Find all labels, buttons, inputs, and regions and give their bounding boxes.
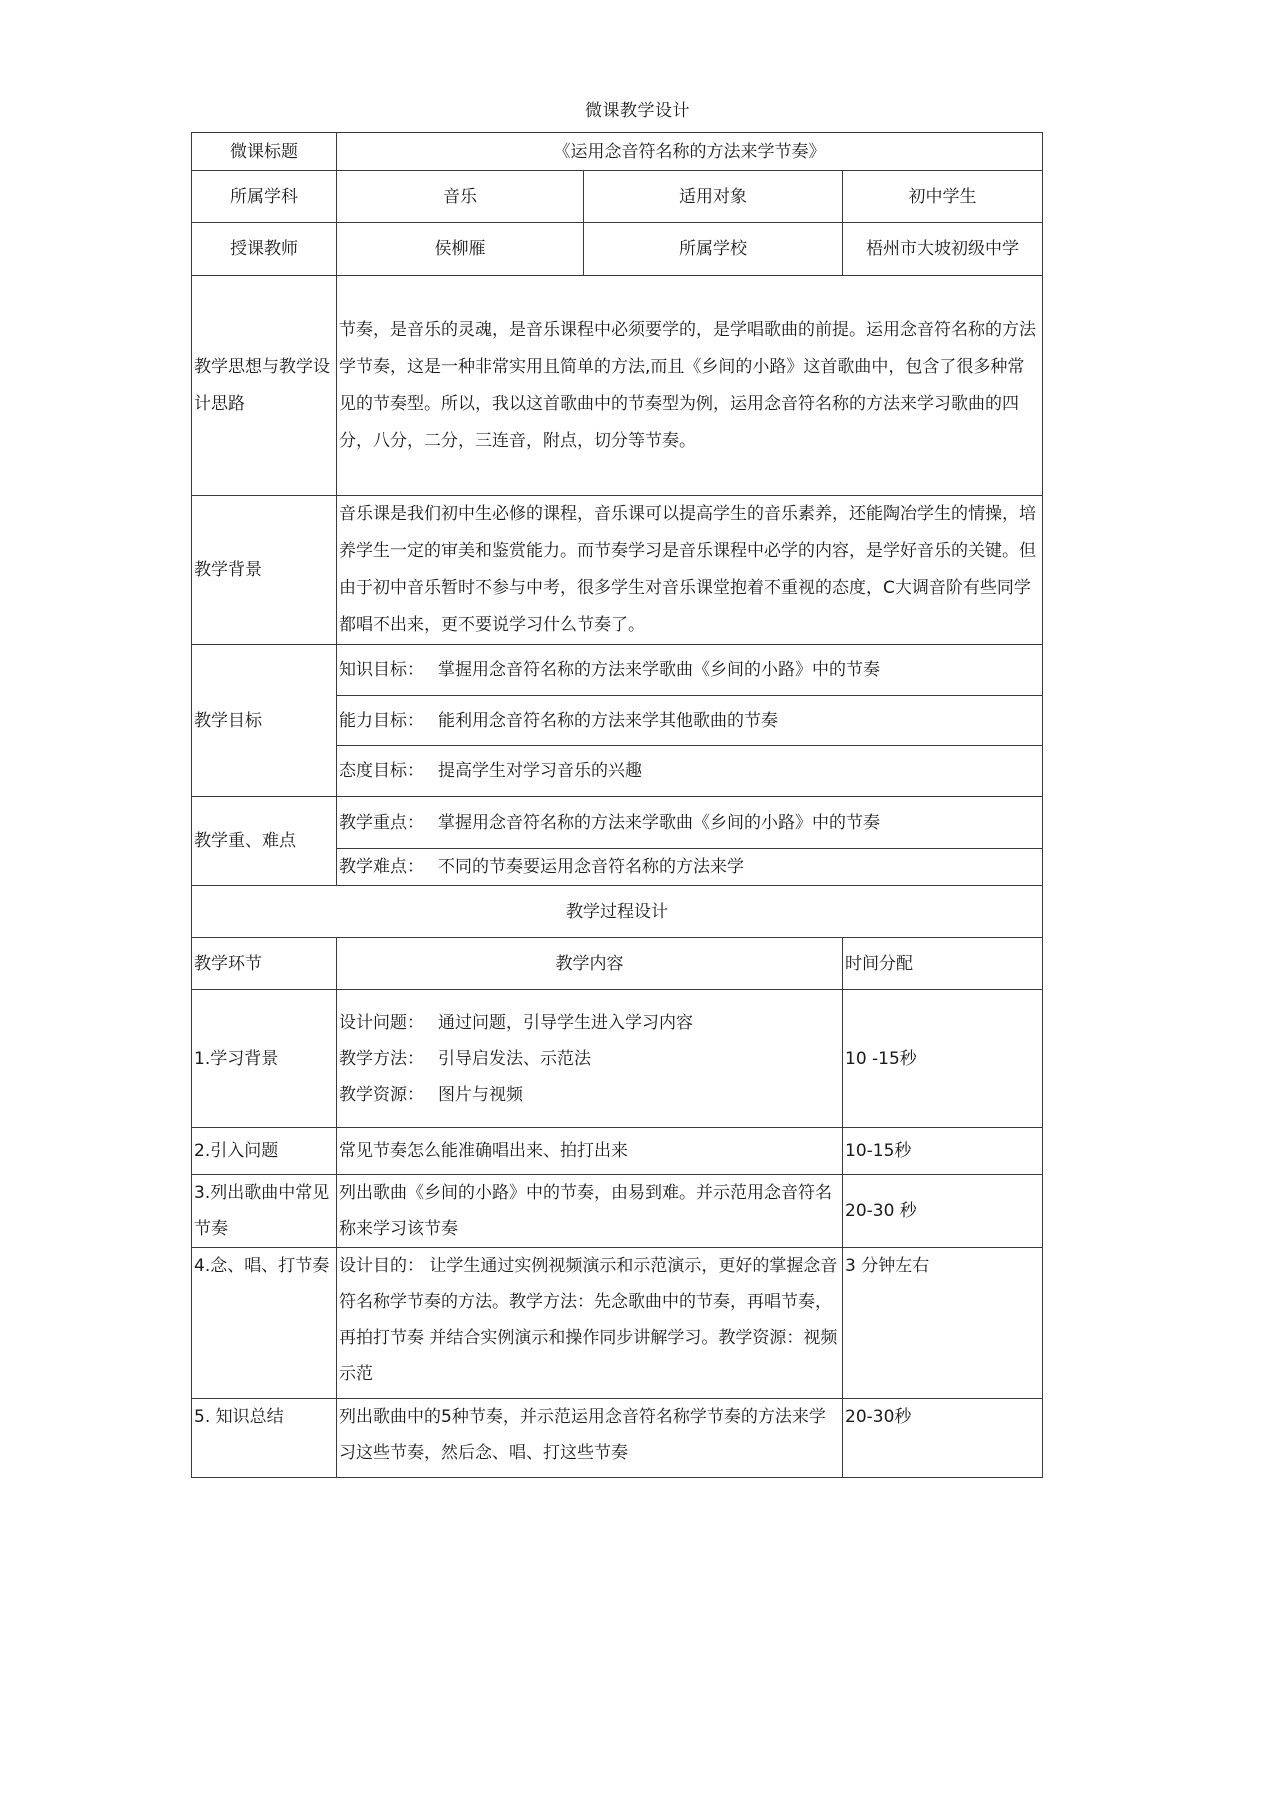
focus-point [337, 797, 1043, 849]
step5-content: 列出歌曲中的5种节奏，并示范运用念音符名称学节奏的方法来学习这些节奏，然后念、唱、打这些节奏 [337, 1399, 843, 1478]
step5-name: 5. 知识总结 [192, 1399, 337, 1478]
row-focus [192, 797, 1043, 849]
step1-line2-label: 教学方法： [339, 1048, 424, 1069]
attitude-objective-label: 态度目标： [339, 761, 424, 781]
step1-line2 [339, 1041, 840, 1077]
step1-line3-label: 教学资源： [339, 1084, 424, 1105]
row-background [192, 496, 1043, 645]
step5-time: 20-30秒 [843, 1399, 1043, 1478]
subject-label: 所属学科 [192, 171, 337, 223]
focus-text: 掌握用念音符名称的方法来学歌曲《乡间的小路》中的节奏 [438, 812, 880, 833]
step1-line2-text: 引导启发法、示范法 [438, 1048, 591, 1069]
focus-label: 教学重点： [339, 812, 424, 833]
table-row [192, 1399, 1043, 1478]
step1-content [337, 990, 843, 1128]
knowledge-objective-label: 知识目标： [339, 660, 424, 680]
ability-objective [337, 696, 1043, 746]
title-value: 《运用念音符名称的方法来学节奏》 [337, 133, 1043, 171]
step4-time: 3 分钟左右 [843, 1248, 1043, 1399]
teacher-value: 侯柳雁 [337, 223, 584, 276]
step2-name: 2.引入问题 [192, 1128, 337, 1175]
audience-label: 适用对象 [584, 171, 843, 223]
difficulty-text: 不同的节奏要运用念音符名称的方法来学 [438, 857, 744, 877]
row-process-headers [192, 938, 1043, 990]
header-time: 时间分配 [843, 938, 1043, 990]
step1-name: 1.学习背景 [192, 990, 337, 1128]
key-points-label: 教学重、难点 [192, 797, 337, 886]
header-step: 教学环节 [192, 938, 337, 990]
step1-time: 10 -15秒 [843, 990, 1043, 1128]
school-value: 梧州市大坡初级中学 [843, 223, 1043, 276]
difficulty-label: 教学难点： [339, 857, 424, 877]
knowledge-objective-text: 掌握用念音符名称的方法来学歌曲《乡间的小路》中的节奏 [438, 660, 880, 680]
background-text: 音乐课是我们初中生必修的课程，音乐课可以提高学生的音乐素养，还能陶冶学生的情操，培养学生一定的审美和鉴赏能力。而节奏学习是音乐课程中必学的内容，是学好音乐的关键。但由于初中音乐暂时不参与中考，很多学生对音乐课堂抱着不重视的态度，C大调音阶有些同学都唱不出来，更不要说学习什么节奏了。 [337, 496, 1043, 645]
design-idea-text: 节奏，是音乐的灵魂，是音乐课程中必须要学的，是学唱歌曲的前提。运用念音符名称的方法学节奏，这是一种非常实用且简单的方法,而且《乡间的小路》这首歌曲中，包含了很多种常见的节奏型。所以，我以这首歌曲中的节奏型为例，运用念音符名称的方法来学习歌曲的四分，八分，二分，三连音，附点，切分等节奏。 [337, 276, 1043, 496]
table-row [192, 1175, 1043, 1248]
step3-name: 3.列出歌曲中常见节奏 [192, 1175, 337, 1248]
attitude-objective-text: 提高学生对学习音乐的兴趣 [438, 761, 642, 781]
knowledge-objective [337, 645, 1043, 696]
document-title: 微课教学设计 [585, 101, 690, 121]
title-label: 微课标题 [192, 133, 337, 171]
step1-line3 [339, 1077, 840, 1113]
design-idea-label: 教学思想与教学设计思路 [192, 276, 337, 496]
attitude-objective [337, 746, 1043, 797]
difficulty-point [337, 849, 1043, 886]
teacher-label: 授课教师 [192, 223, 337, 276]
step2-content: 常见节奏怎么能准确唱出来、拍打出来 [337, 1128, 843, 1175]
table-row [192, 990, 1043, 1128]
school-label: 所属学校 [584, 223, 843, 276]
table-row [192, 1248, 1043, 1399]
step1-line3-text: 图片与视频 [438, 1084, 523, 1105]
row-design-idea [192, 276, 1043, 496]
step1-line1 [339, 1005, 840, 1041]
step1-line1-text: 通过问题，引导学生进入学习内容 [438, 1012, 693, 1033]
step3-content: 列出歌曲《乡间的小路》中的节奏，由易到难。并示范用念音符名称来学习该节奏 [337, 1175, 843, 1248]
step3-time: 20-30 秒 [843, 1175, 1043, 1248]
table-row [192, 1128, 1043, 1175]
step4-content: 设计目的： 让学生通过实例视频演示和示范演示，更好的掌握念音符名称学节奏的方法。教学方法：先念歌曲中的节奏，再唱节奏，再拍打节奏 并结合实例演示和操作同步讲解学习。教学资源：视频示范 [337, 1248, 843, 1399]
row-title [192, 133, 1043, 171]
step1-line1-label: 设计问题： [339, 1012, 424, 1033]
row-objective-knowledge [192, 645, 1043, 696]
header-content: 教学内容 [337, 938, 843, 990]
subject-value: 音乐 [337, 171, 584, 223]
row-process-title [192, 886, 1043, 938]
ability-objective-text: 能利用念音符名称的方法来学其他歌曲的节奏 [438, 710, 778, 731]
row-teacher [192, 223, 1043, 276]
ability-objective-label: 能力目标： [339, 710, 424, 731]
audience-value: 初中学生 [843, 171, 1043, 223]
process-title: 教学过程设计 [192, 886, 1043, 938]
objectives-label: 教学目标 [192, 645, 337, 797]
step2-time: 10-15秒 [843, 1128, 1043, 1175]
lesson-plan-table [191, 132, 1043, 1478]
step4-name: 4.念、唱、打节奏 [192, 1248, 337, 1399]
background-label: 教学背景 [192, 496, 337, 645]
row-subject [192, 171, 1043, 223]
